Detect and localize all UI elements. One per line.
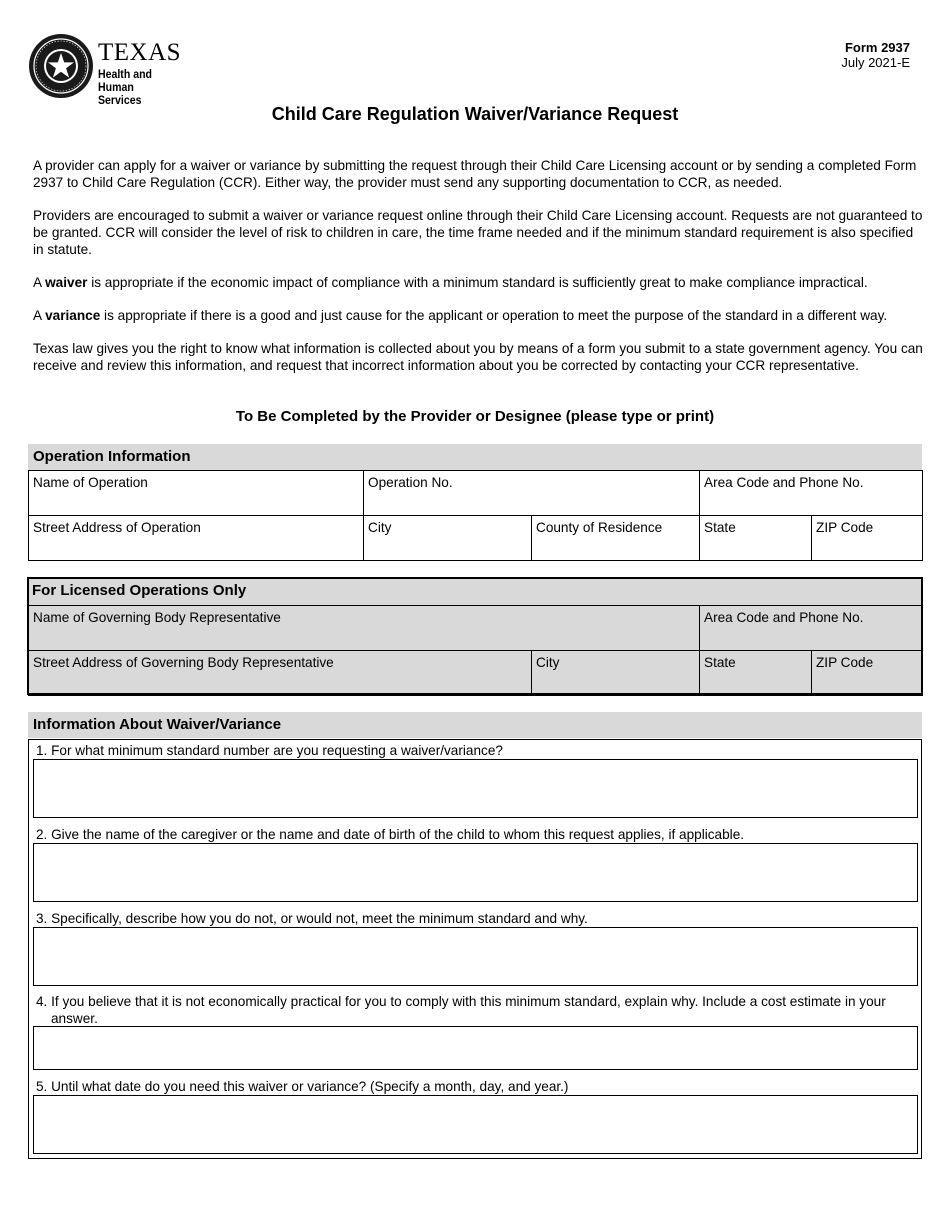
texas-hhs-logo [28, 33, 198, 107]
text-fragment: A [33, 275, 46, 290]
answer-3-field[interactable] [33, 927, 918, 986]
waiver-info-heading: Information About Waiver/Variance [28, 712, 922, 738]
question-1 [36, 742, 916, 759]
operation-state-field[interactable]: State [700, 516, 812, 561]
representative-state-field[interactable]: State [700, 651, 812, 696]
logo-agency-line: Services [98, 93, 142, 107]
answer-2-field[interactable] [33, 843, 918, 902]
operation-info-table [28, 470, 923, 561]
variance-term: variance [45, 308, 101, 323]
answer-1-field[interactable] [33, 759, 918, 818]
form-date: July 2021-E [841, 55, 910, 70]
waiver-definition [33, 274, 923, 291]
representative-street-field[interactable]: Street Address of Governing Body Representative [29, 651, 532, 696]
licensed-operations-heading: For Licensed Operations Only [32, 582, 247, 599]
question-2 [36, 826, 916, 843]
representative-phone-field[interactable]: Area Code and Phone No. [700, 606, 923, 651]
question-text: 5. Until what date do you need this waiver or variance? (Specify a month, day, and year.) [36, 1079, 569, 1094]
question-3 [36, 910, 916, 927]
operation-name-field[interactable]: Name of Operation [29, 471, 364, 516]
answer-5-field[interactable] [33, 1095, 918, 1154]
operation-info-heading: Operation Information [28, 444, 922, 470]
operation-county-field[interactable]: County of Residence [532, 516, 700, 561]
intro-paragraph: A provider can apply for a waiver or variance by submitting the request through their Child Care Licensing account or by sending a completed Form 2937 to Child Care Regulation (CCR). Either way, the provider must send any supporting documentation to CCR, as needed. [33, 158, 917, 190]
representative-zip-field[interactable]: ZIP Code [812, 651, 923, 696]
text-fragment: is appropriate if there is a good and just cause for the applicant or operation to meet the purpose of the standard in a different way. [100, 308, 888, 323]
question-text: 3. Specifically, describe how you do not, or would not, meet the minimum standard and why. [36, 911, 588, 926]
page-title: Child Care Regulation Waiver/Variance Request [271, 104, 679, 124]
operation-city-field[interactable]: City [364, 516, 532, 561]
operation-zip-field[interactable]: ZIP Code [812, 516, 923, 561]
logo-agency [98, 68, 186, 107]
representative-name-field[interactable]: Name of Governing Body Representative [29, 606, 700, 651]
privacy-notice: Texas law gives you the right to know what information is collected about you by means of a form you submit to a state government agency. You can receive and review this information, and request that incorrect information about you be corrected by contacting your CCR representative. [33, 341, 923, 373]
operation-phone-field[interactable]: Area Code and Phone No. [700, 471, 923, 516]
text-fragment: A [33, 308, 46, 323]
answer-4-field[interactable] [33, 1026, 918, 1070]
section-instruction: To Be Completed by the Provider or Designee (please type or print) [235, 408, 715, 425]
variance-definition [33, 307, 923, 324]
intro-text [33, 157, 923, 390]
representative-city-field[interactable]: City [532, 651, 700, 696]
logo-agency-line: Health and Human [98, 67, 152, 94]
operation-street-field[interactable]: Street Address of Operation [29, 516, 364, 561]
logo-texas: TEXAS [98, 39, 182, 66]
licensed-operations-section [27, 577, 923, 695]
question-text: 1. For what minimum standard number are you requesting a waiver/variance? [36, 743, 503, 758]
texas-seal-icon [28, 33, 94, 99]
intro-paragraph: Providers are encouraged to submit a waiver or variance request online through their Child Care Licensing account. Requests are not guaranteed to be granted. CCR will consider the level of risk to children in care, the time frame needed and if the minimum standard requirement is also specified in statute. [33, 208, 923, 257]
question-5 [36, 1078, 916, 1095]
operation-number-field[interactable]: Operation No. [364, 471, 700, 516]
question-text: 4. If you believe that it is not economically practical for you to comply with this minimum standard, explain why. Include a cost estimate in your answer. [36, 994, 886, 1026]
text-fragment: is appropriate if the economic impact of compliance with a minimum standard is sufficiently great to make compliance impractical. [87, 275, 868, 290]
form-number: Form 2937 [844, 40, 910, 55]
waiver-term: waiver [45, 275, 88, 290]
question-text: 2. Give the name of the caregiver or the name and date of birth of the child to whom this request applies, if applicable. [36, 827, 745, 842]
question-4 [36, 993, 916, 1027]
form-identifier [841, 40, 910, 70]
licensed-operations-table [28, 605, 923, 696]
